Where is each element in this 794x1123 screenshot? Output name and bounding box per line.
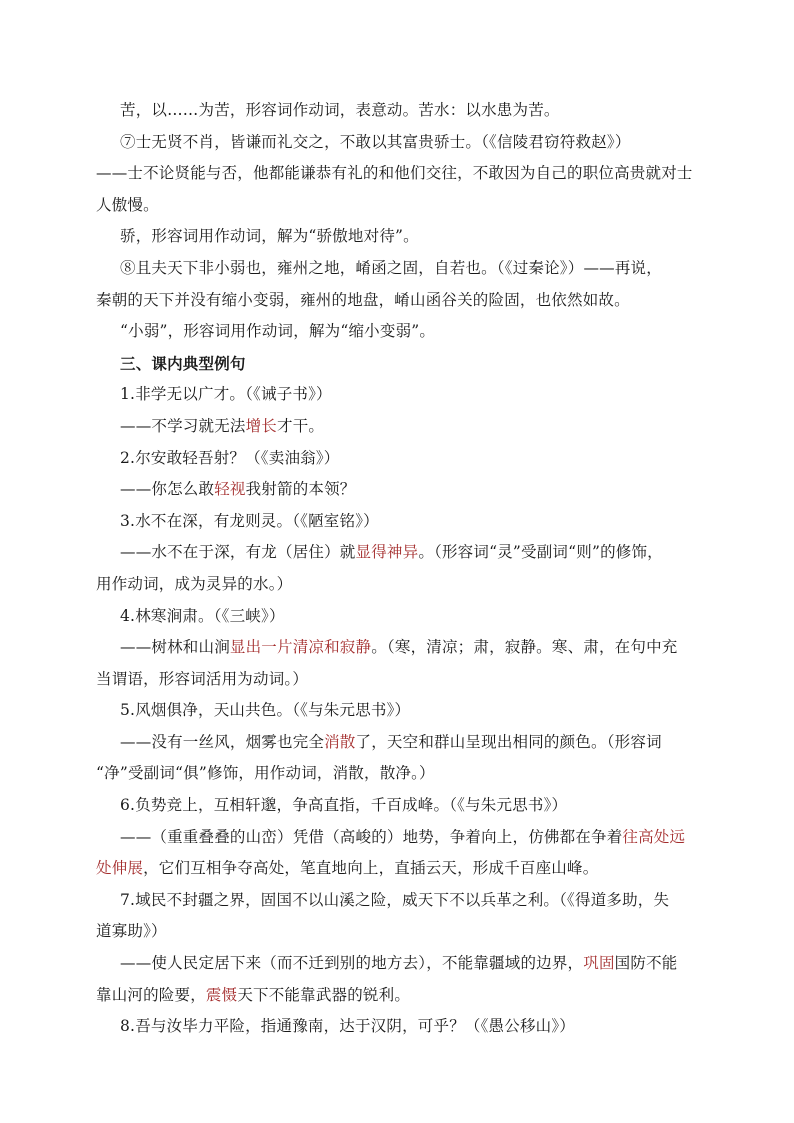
translation-line: ——士不论贤能与否，他都能谦恭有礼的和他们交往，不敢因为自己的职位高贵就对士 [96, 164, 693, 183]
translation-line: ——没有一丝风，烟雾也完全消散了，天空和群山呈现出相同的颜色。（形容词 [120, 732, 662, 751]
highlight-word: 显出一片清凉和寂静 [229, 638, 372, 657]
highlight-word: 处伸展 [96, 859, 144, 878]
translation-line: 靠山河的险要，震慑天下不能靠武器的锐利。 [96, 985, 411, 1004]
example-sentence: 1.非学无以广才。（《诫子书》） [120, 385, 332, 404]
translation-line: 秦朝的天下并没有缩小变弱，雍州的地盘，崤山函谷关的险固，也依然如故。 [96, 290, 630, 309]
highlight-word: 往高处远 [622, 827, 686, 846]
highlight-word: 轻视 [214, 480, 246, 499]
section-heading: 三、课内典型例句 [120, 353, 246, 373]
example-sentence: 8.吾与汝毕力平险，指通豫南，达于汉阴，可乎？（《愚公移山》） [120, 1017, 575, 1036]
example-sentence: 4.林寒涧肃。（《三峡》） [120, 606, 285, 625]
translation-line: “净”受副词“俱”修饰，用作动词，消散，散净。） [96, 764, 435, 783]
translation-line: 处伸展，它们互相争夺高处，笔直地向上，直插云天，形成千百座山峰。 [96, 859, 599, 878]
translation-line: ——你怎么敢轻视我射箭的本领？ [120, 480, 356, 499]
document-body [96, 95, 693, 1043]
translation-line: ——水不在于深，有龙（居住）就显得神异。（形容词“灵”受副词“则”的修饰， [120, 543, 663, 562]
explanation-line: “小弱”，形容词用作动词，解为“缩小变弱”。 [120, 322, 436, 341]
example-sentence: ⑦士无贤不肖，皆谦而礼交之，不敢以其富贵骄士。（《信陵君窃符救赵》） [120, 132, 631, 151]
example-sentence: 3.水不在深，有龙则灵。（《陋室铭》） [120, 511, 379, 530]
highlight-word: 显得神异 [355, 543, 419, 562]
translation-line: ——树林和山涧显出一片清凉和寂静。（寒，清凉；肃，寂静。寒、肃，在句中充 [120, 638, 678, 657]
example-sentence: 5.风烟俱净，天山共色。（《与朱元思书》） [120, 701, 411, 720]
example-sentence: 7.域民不封疆之界，固国不以山溪之险，威天下不以兵革之利。（《得道多助，失 [120, 890, 670, 909]
highlight-word: 震慑 [205, 985, 238, 1004]
translation-line: 当谓语，形容词活用为动词。） [96, 669, 309, 688]
translation-line: 人傲慢。 [96, 195, 159, 214]
text-line: 苦，以……为苦，形容词作动词，表意动。苦水：以水患为苦。 [120, 101, 560, 119]
example-sentence: 2.尔安敢轻吾射？（《卖油翁》） [120, 448, 340, 467]
highlight-word: 增长 [245, 416, 278, 435]
example-sentence: ⑧且夫天下非小弱也，雍州之地，崤函之固，自若也。（《过秦论》）——再说， [120, 258, 662, 277]
highlight-word: 消散 [324, 732, 356, 751]
explanation-line: 骄，形容词用作动词，解为“骄傲地对待”。 [120, 227, 419, 246]
translation-line: ——使人民定居下来（而不迁到别的地方去），不能靠疆域的边界，巩固国防不能 [120, 954, 678, 973]
example-sentence: 道寡助》） [96, 922, 167, 941]
translation-line: ——不学习就无法增长才干。 [120, 416, 325, 435]
translation-line: ——（重重叠叠的山峦）凭借（高峻的）地势，争着向上，仿佛都在争着往高处远 [120, 827, 686, 846]
example-sentence: 6.负势竞上，互相轩邈，争高直指，千百成峰。（《与朱元思书》） [120, 796, 568, 815]
translation-line: 用作动词，成为灵异的水。） [96, 574, 293, 593]
highlight-word: 巩固 [583, 954, 615, 973]
